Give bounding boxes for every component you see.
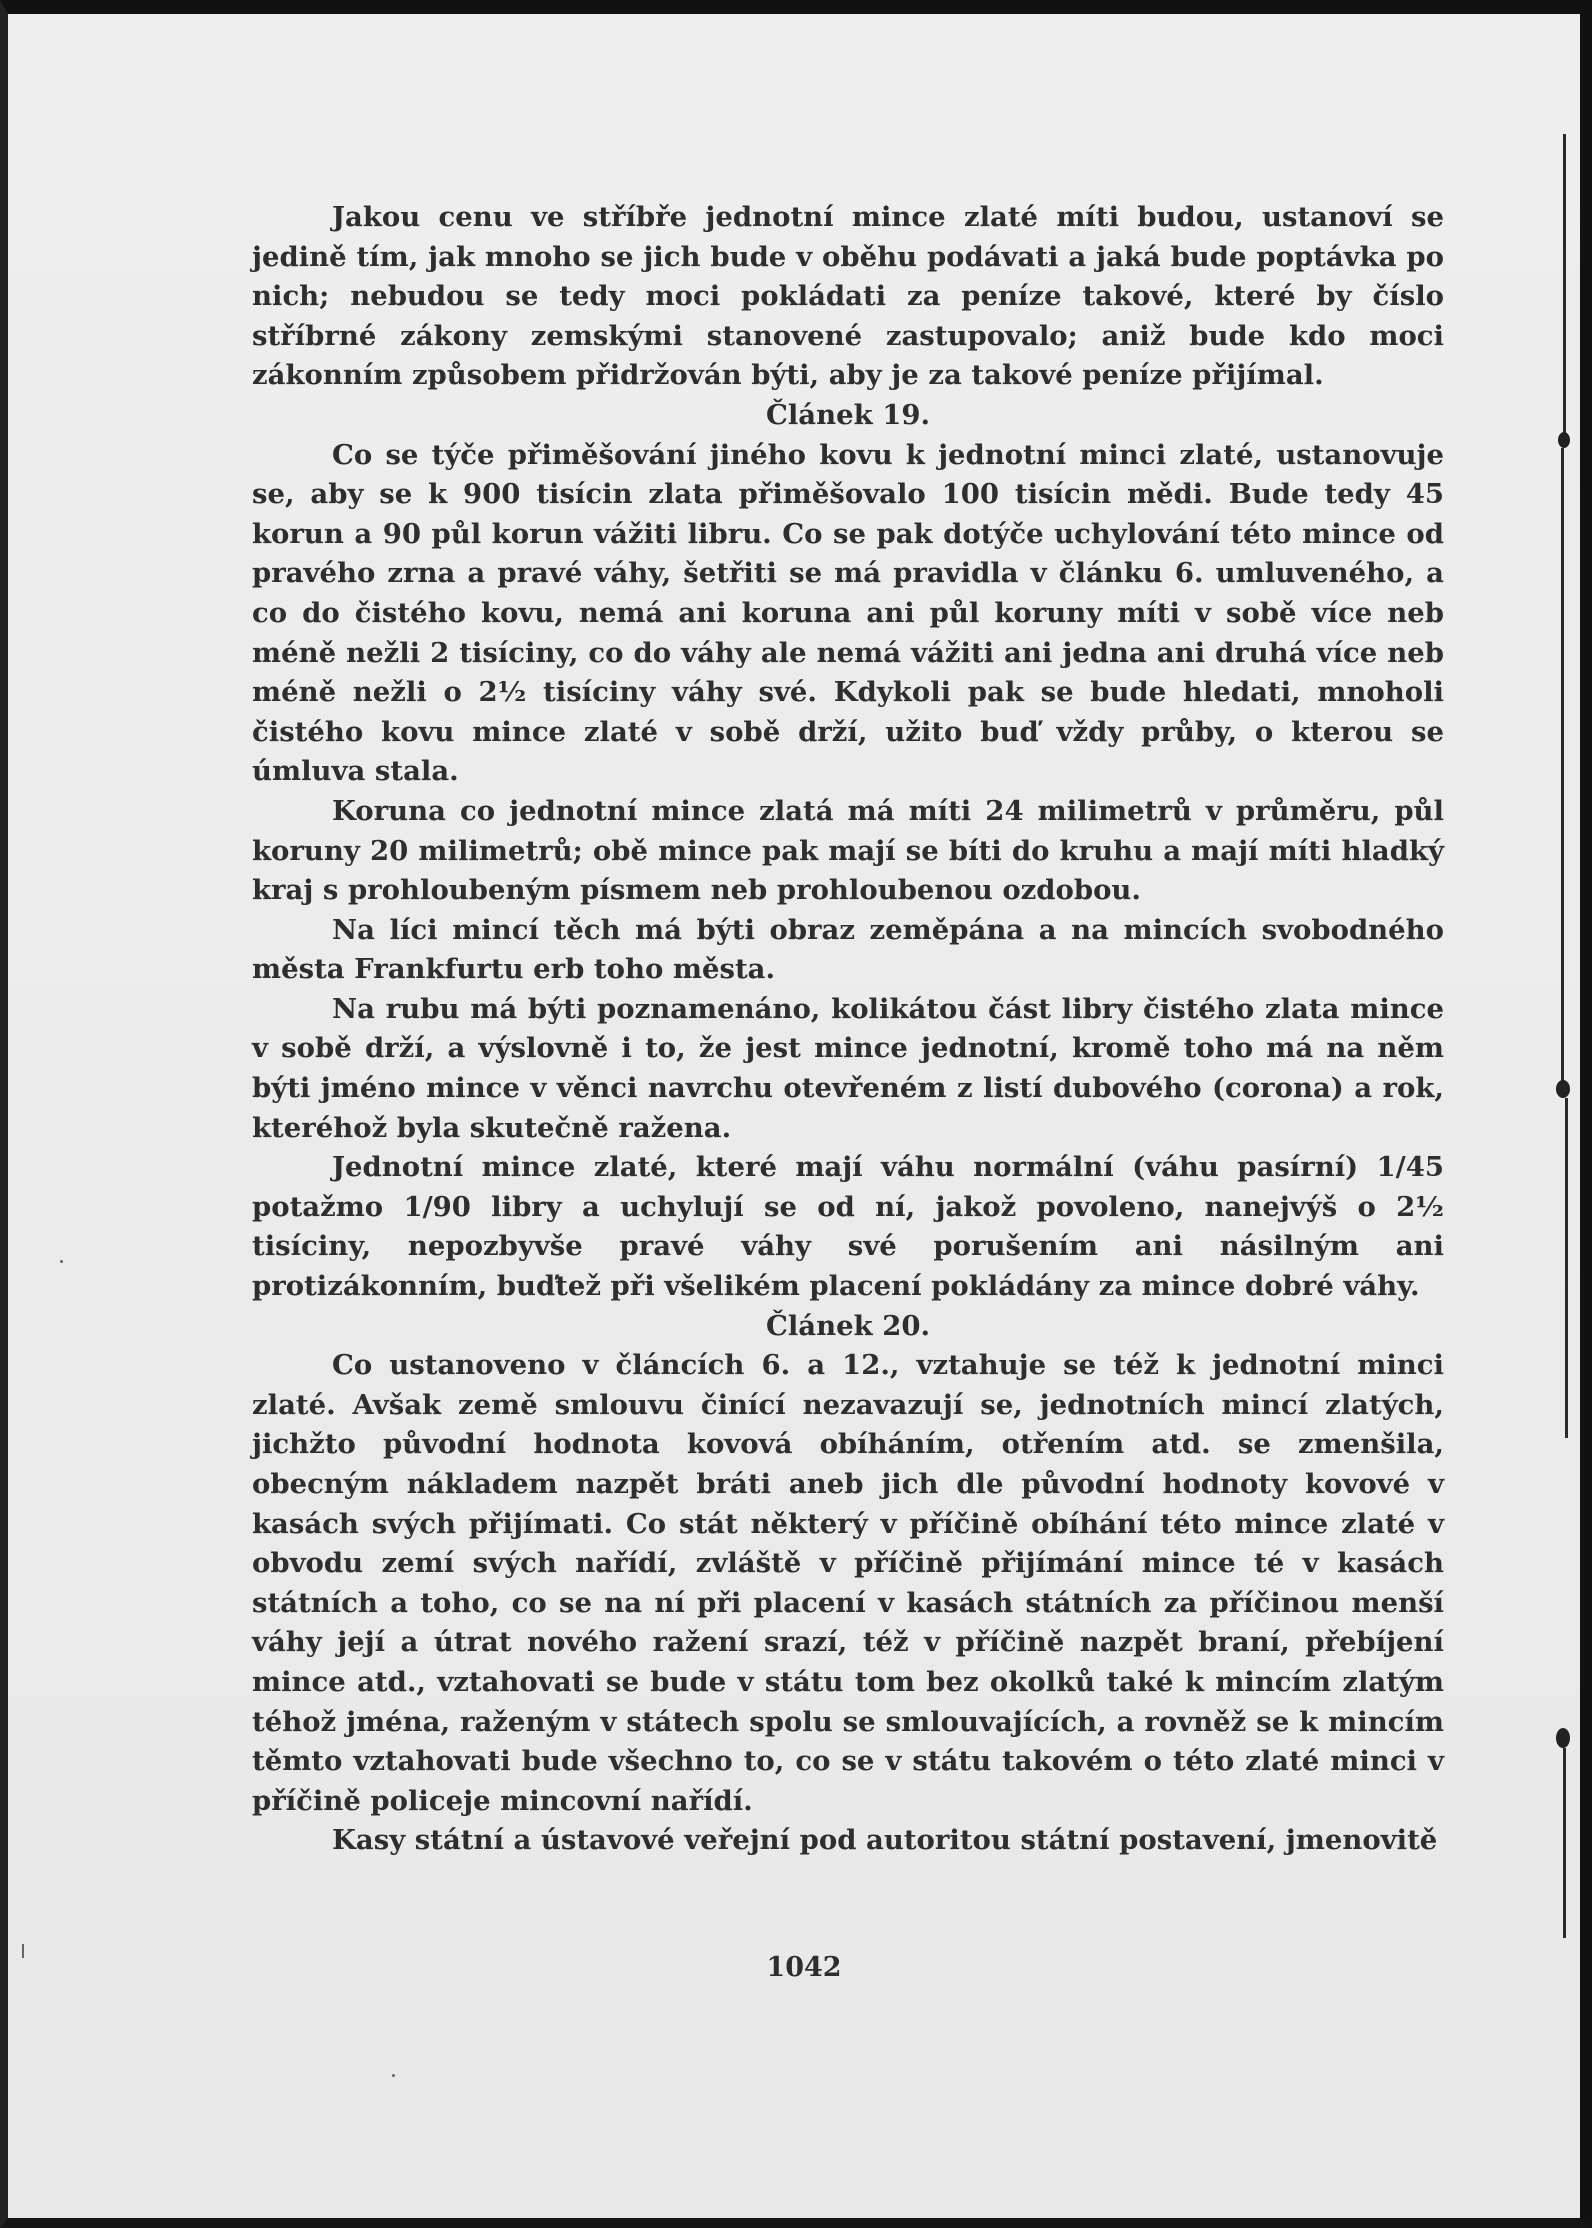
article-19-paragraph-3: Na líci mincí těch má býti obraz zeměpána a na mincích svobodného města Frankfurtu erb toho města. — [252, 913, 1444, 986]
binding-knot-lower — [1556, 1728, 1570, 1748]
text-body — [252, 198, 1444, 1861]
page-number: 1042 — [766, 1952, 842, 1983]
article-19-paragraph-5: Jednotní mince zlaté, které mají váhu normální (váhu pasírní) 1/45 potažmo 1/90 libry a uchylují se od ní, jakož povoleno, nanejvýš o 2½ tisíciny, nepozbyvše pravé váhy své porušením ani násilným ani protizákonním, buďtež při všelikém placení pokládány za mince dobré váhy. — [252, 1151, 1444, 1303]
paper-speck — [392, 2074, 395, 2077]
paragraph-continued: Jakou cenu ve stříbře jednotní mince zlaté míti budou, ustanoví se jedině tím, jak mnoho se jich bude v oběhu podávati a jaká bude poptávka po nich; nebudou se tedy moci pokládati za peníze takové, které by číslo stříbrné zákony zemskými stanovené zastupovalo; aniž bude kdo moci zákonním způsobem přidržován býti, aby je za takové peníze přijímal. — [252, 201, 1444, 392]
article-19-heading: Článek 19. — [765, 398, 931, 431]
binding-line-mid — [1561, 448, 1564, 1088]
paper-speck — [60, 1260, 63, 1263]
binding-line-mid2 — [1565, 1098, 1568, 1438]
binding-line-lower — [1563, 1748, 1566, 1938]
paper-speck — [22, 1944, 24, 1958]
article-20-paragraph-1: Co ustanoveno v článcích 6. a 12., vztahuje se též k jednotní minci zlaté. Avšak země smlouvu činící nezavazují se, jednotních mincí zlatých, jichžto původní hodnota kovová obíháním, otřením atd. se zmenšila, obecným nákladem nazpět bráti aneb jich dle původní hodnoty kovové v kasách svých přijímati. Co stát některý v příčině obíhání této mince zlaté v obvodu zemí svých nařídí, zvláště v příčině přijímání mince té v kasách státních a toho, co se na ní při placení v kasách státních za příčinou menší váhy její a útrat nového ražení srazí, též v příčině nazpět braní, přebíjení mince atd., vztahovati se bude v státu tom bez okolků také k mincím zlatým téhož jména, raženým v státech spolu se smlouvajících, a rovněž se k mincím těmto vztahovati bude všechno to, co se v státu takovém o této zlaté minci v příčině policeje mincovní nařídí. — [252, 1349, 1444, 1817]
page-surface — [8, 14, 1580, 2218]
binding-edge — [1540, 14, 1580, 2228]
binding-line-upper — [1563, 134, 1566, 434]
article-19-paragraph-2: Koruna co jednotní mince zlatá má míti 24 milimetrů v průměru, půl koruny 20 milimetrů; obě mince pak mají se bíti do kruhu a mají míti hladký kraj s prohloubeným písmem neb prohloubenou ozdobou. — [252, 794, 1444, 907]
article-19-paragraph-4: Na rubu má býti poznamenáno, kolikátou část libry čistého zlata mince v sobě drží, a výslovně i to, že jest mince jednotní, kromě toho má na něm býti jméno mince v věnci navrchu otevřeném z listí dubového (corona) a rok, kteréhož byla skutečně ražena. — [252, 992, 1444, 1144]
article-20-heading: Článek 20. — [765, 1309, 931, 1342]
article-19-paragraph-1: Co se týče přiměšování jiného kovu k jednotní minci zlaté, ustanovuje se, aby se k 900 tisícin zlata přiměšovalo 100 tisícin mědi. Bude tedy 45 korun a 90 půl korun vážiti libru. Co se pak dotýče uchylování této mince od pravého zrna a pravé váhy, šetřiti se má pravidla v článku 6. umluveného, a co do čistého kovu, nemá ani koruna ani půl koruny míti v sobě více neb méně nežli 2 tisíciny, co do váhy ale nemá vážiti ani jedna ani druhá více neb méně nežli o 2½ tisíciny váhy své. Kdykoli pak se bude hledati, mnoholi čistého kovu mince zlaté v sobě drží, užito buď vždy průby, o kterou se úmluva stala. — [252, 438, 1444, 788]
article-20-paragraph-2: Kasy státní a ústavové veřejní pod autoritou státní postavení, jmenovitě — [332, 1824, 1438, 1857]
binding-knot-upper — [1558, 432, 1570, 448]
binding-knot-mid — [1556, 1080, 1570, 1098]
